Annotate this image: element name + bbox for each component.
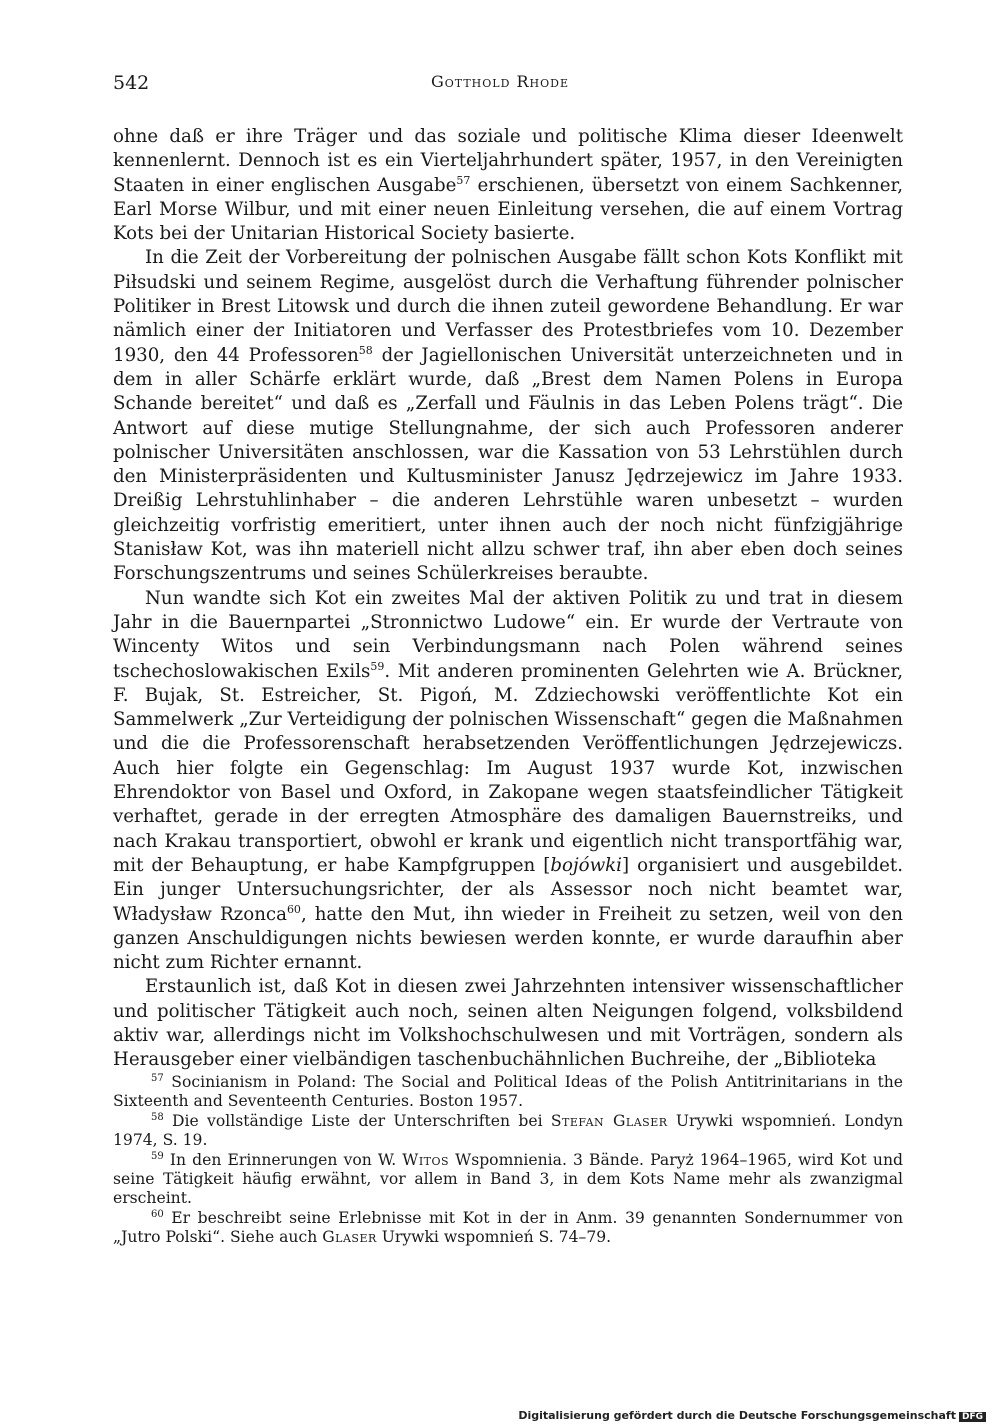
footnote-59 — [113, 1151, 903, 1209]
footnote-text: Urywki wspomnień S. 74–79. — [376, 1228, 612, 1247]
footnote-60 — [113, 1209, 903, 1248]
footnote-text: Urywki wspomnień. Londyn 1974, S. 19. — [113, 1111, 904, 1150]
footnote-ref-57[interactable]: 57 — [456, 173, 471, 187]
paragraph-text: Nun wandte sich Kot ein zweites Mal der aktiven Politik zu und trat in diesem Jahr in die Bauernpartei „Stronnictwo Ludowe“ ein. Er wurde der Vertraute von Wincenty Witos und sein Verbindungsmann nach Polen während seines tschechoslowakischen Exils — [113, 587, 903, 682]
dfg-logo: DFG — [959, 1412, 986, 1422]
italic-term: bojówki — [550, 854, 622, 876]
footnote-text: Die vollständige Liste der Unterschriften bei — [163, 1111, 551, 1130]
footnote-text: Er beschreibt seine Erlebnisse mit Kot in der in Anm. 39 genannten Sondernummer von „Jutro Polski“. Siehe auch — [113, 1208, 903, 1247]
footnote-number: 59 — [151, 1150, 164, 1162]
paragraph-text: In die Zeit der Vorbereitung der polnischen Ausgabe fällt schon Kots Konflikt mit Piłsudski und seinem Regime, ausgelöst durch die Verhaftung führender polnischer Politiker in Brest Litowsk und durch die ihnen zuteil gewordene Behandlung. Er war nämlich einer der Initiatoren und Verfasser des Protestbriefes vom 10. Dezember 1930, den 44 Professoren — [113, 247, 903, 366]
footnotes — [113, 1073, 903, 1248]
footnote-author: Witos — [402, 1150, 450, 1169]
paragraph-text: der Jagiellonischen Universität unterzeichneten und in dem in aller Schärfe erklärt wurde, daß „Brest dem Namen Polens in Europa Schande bereitet“ und daß es „Zerfall und Fäulnis in das Leben Polens trägt“. Die Antwort auf diese mutige Stellungnahme, der sich auch Professoren anderer polnischer Universitäten anschlossen, war die Kassation von 53 Lehrstühlen durch den Ministerpräsidenten und Kultusminister Janusz Jędrzejewicz im Jahre 1933. Dreißig Lehrstuhlinhaber – die anderen Lehrstühle waren unbesetzt – wurden gleichzeitig vorfristig emeritiert, unter ihnen auch der noch nicht fünfzigjährige Stanisław Kot, was ihn materiell nicht allzu schwer traf, ihn aber eben doch seines Forschungszentrums und seines Schülerkreises beraubte. — [113, 344, 903, 585]
footnote-number: 57 — [151, 1072, 164, 1084]
footnote-text: Socinianism in Poland: The Social and Political Ideas of the Polish Antitrinitarians in the Sixteenth and Seventeenth Centuries. Boston 1957. — [113, 1073, 903, 1111]
paragraph-text: erschienen, übersetzt von einem Sachkenner, Earl Morse Wilbur, und mit einer neuen Einleitung versehen, die auf einem Vortrag Kots bei der Unitarian Historical Society basierte. — [113, 174, 904, 245]
paragraph-2 — [113, 246, 903, 586]
paragraph-text: . Mit anderen prominenten Gelehrten wie A. Brückner, F. Bujak, St. Estreicher, St. Pigoń, M. Zdziechowski veröffentlichte Kot ein Sammelwerk „Zur Verteidigung der polnischen Wissenschaft“ gegen die Maßnahmen und die die Professorenschaft herabsetzenden Veröffentlichungen Jędrzejewiczs. Auch hier folgte ein Gegenschlag: Im August 1937 wurde Kot, inzwischen Ehrendoktor von Basel und Oxford, in Zakopane wegen staatsfeindlicher Tätigkeit verhaftet, gerade in der erregten Atmosphäre des damaligen Bauernstreiks, und nach Krakau transportiert, obwohl er krank und eigentlich nicht transportfähig war, mit der Behauptung, er habe Kampfgruppen [ — [113, 660, 903, 876]
paragraph-1 — [113, 125, 903, 246]
footnote-ref-60[interactable]: 60 — [286, 902, 301, 916]
paragraph-4: Erstaunlich ist, daß Kot in diesen zwei Jahrzehnten intensiver wissenschaftlicher und politischer Tätigkeit auch noch, seinen alten Neigungen folgend, volksbildend aktiv war, allerdings nicht im Volkshochschulwesen und mit Vorträgen, sondern als Herausgeber einer vielbändigen taschenbuchähnlichen Buchreihe, der „Biblioteka — [113, 976, 903, 1071]
footnote-text: Wspomnienia. 3 Bände. Paryż 1964–1965, wird Kot und seine Tätigkeit häufig erwähnt, vor allem in Band 3, in dem Kots Name mehr als zwanzigmal erscheint. — [113, 1150, 903, 1208]
footnote-author: Glaser — [322, 1228, 377, 1247]
page-number: 542 — [113, 72, 150, 94]
credit-text: Digitalisierung gefördert durch die Deutsche Forschungsgemeinschaft — [518, 1409, 956, 1422]
footnote-ref-58[interactable]: 58 — [358, 343, 373, 357]
paragraph-text: ] organisiert und ausgebildet. Ein junger Untersuchungsrichter, der als Assessor noch nicht beamtet war, Władysław Rzonca — [113, 854, 903, 925]
footnote-number: 58 — [151, 1111, 164, 1123]
footnote-author: Stefan Glaser — [550, 1111, 668, 1130]
footnote-58 — [113, 1112, 903, 1151]
footnote-number: 60 — [151, 1208, 164, 1220]
body-text — [113, 125, 903, 1073]
paragraph-text: ohne daß er ihre Träger und das soziale und politische Klima dieser Ideenwelt kennenlernt. Dennoch ist es ein Vierteljahrhundert später, 1957, in den Vereinigten Staaten in einer englischen Ausgabe — [113, 126, 903, 196]
footnote-text: In den Erinnerungen von W. — [163, 1150, 403, 1169]
running-head: Gotthold Rhode — [430, 72, 569, 91]
digitization-credit — [518, 1409, 986, 1422]
footnote-ref-59[interactable]: 59 — [370, 659, 385, 673]
paragraph-3 — [113, 587, 903, 976]
footnote-57 — [113, 1073, 903, 1112]
paragraph-text: , hatte den Mut, ihn wieder in Freiheit zu setzen, weil von den ganzen Anschuldigungen nichts bewiesen werden konnte, er wurde daraufhin aber nicht zum Richter ernannt. — [113, 903, 903, 974]
